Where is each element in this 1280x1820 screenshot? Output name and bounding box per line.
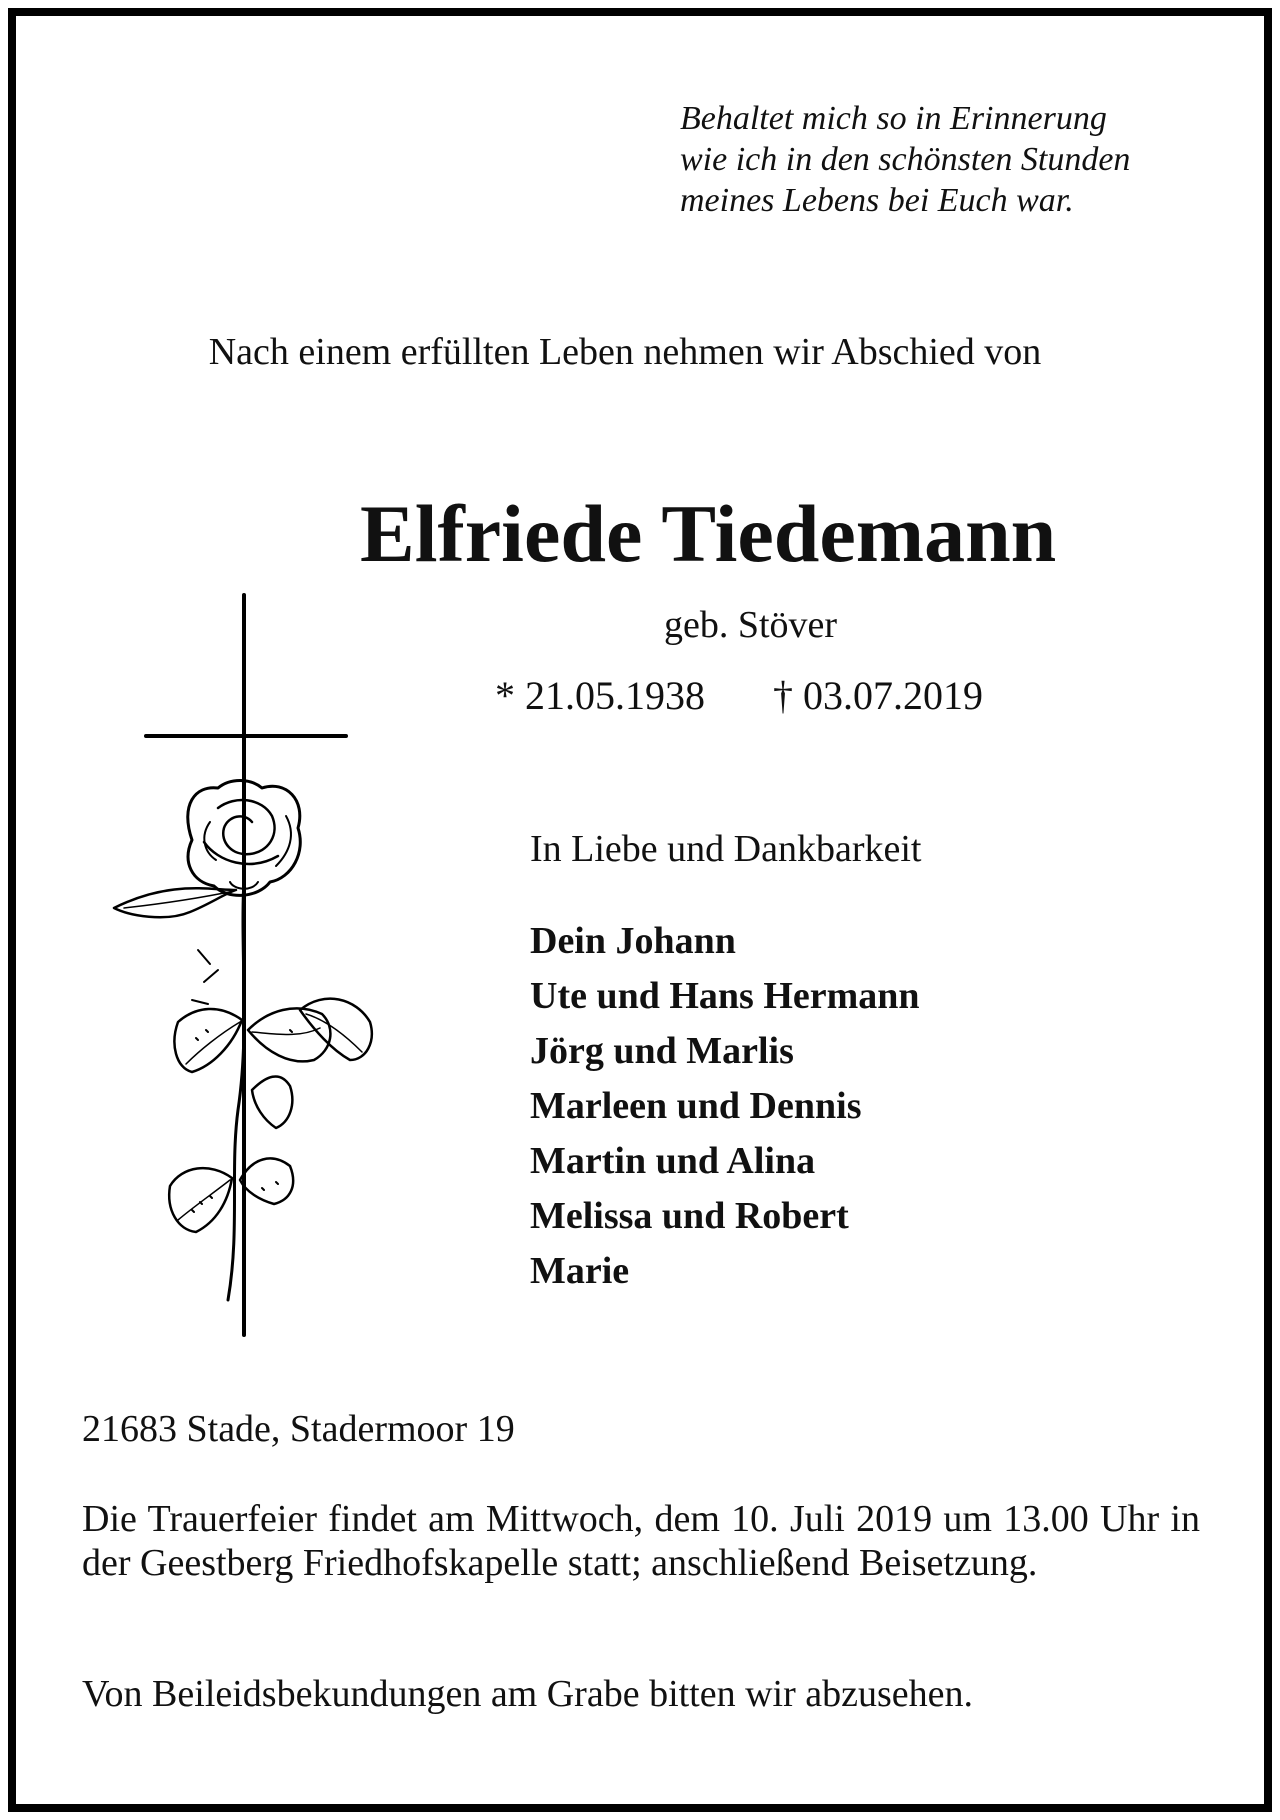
- thanks-line: In Liebe und Dankbarkeit: [530, 828, 922, 870]
- list-item: Marie: [530, 1250, 630, 1292]
- funeral-service-info: Die Trauerfeier findet am Mittwoch, dem 10. Juli 2019 um 13.00 Uhr in der Geestberg Friedhofskapelle statt; anschließend Beisetzung.: [82, 1498, 1200, 1584]
- intro-text-wrap: [0, 330, 1280, 374]
- birth-name: geb. Stöver: [664, 604, 838, 646]
- list-item: Jörg und Marlis: [530, 1030, 794, 1072]
- intro-text: Nach einem erfüllten Leben nehmen wir Abschied von: [208, 331, 1042, 373]
- birth-date: * 21.05.1938: [495, 673, 705, 718]
- family-list: [530, 914, 920, 1299]
- cross-with-rose-icon: [100, 590, 380, 1340]
- list-item: Melissa und Robert: [530, 1195, 849, 1237]
- list-item: Dein Johann: [530, 920, 736, 962]
- list-item: Marleen und Dennis: [530, 1085, 862, 1127]
- list-item: Ute und Hans Hermann: [530, 975, 920, 1017]
- family-address: 21683 Stade, Stadermoor 19: [82, 1408, 515, 1450]
- quote-line: Behaltet mich so in Erinnerung: [680, 100, 1107, 137]
- quote-line: meines Lebens bei Euch war.: [680, 182, 1074, 219]
- memorial-quote: [680, 98, 1220, 221]
- deceased-name: Elfriede Tiedemann: [360, 488, 1057, 579]
- death-date: † 03.07.2019: [773, 673, 983, 718]
- condolence-note: Von Beileidsbekundungen am Grabe bitten wir abzusehen.: [82, 1673, 974, 1715]
- list-item: Martin und Alina: [530, 1140, 816, 1182]
- life-dates: [495, 672, 983, 719]
- quote-line: wie ich in den schönsten Stunden: [680, 141, 1131, 178]
